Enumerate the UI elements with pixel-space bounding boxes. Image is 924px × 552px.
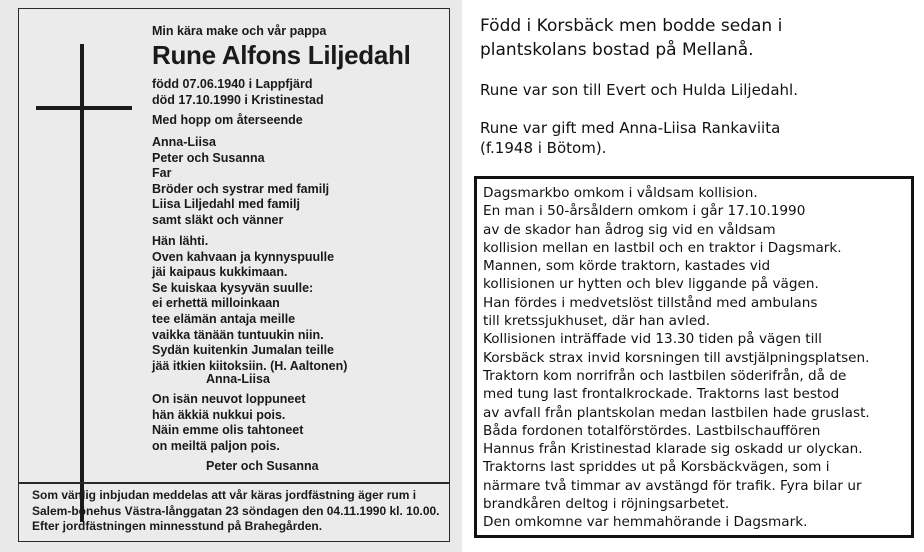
birth-line: född 07.06.1940 i Lappfjärd [152,77,313,91]
article-line: brandkåren deltog i röjningsarbetet. [483,496,730,513]
poem-line: Oven kahvaan ja kynnyspuulle [152,249,335,264]
obituary-intro: Min kära make och vår pappa [152,24,327,38]
article-line: Båda fordonen totalförstördes. Lastbilschauffören [483,422,821,439]
poem-line: hän äkkiä nukkui pois. [152,407,286,422]
article-line: till kretssjukhuset, där han avled. [483,313,711,330]
poem-first [152,234,347,374]
poem-line: Näin emme olis tahtoneet [152,423,304,438]
cross-icon-vertical [80,44,84,522]
poem-line: on meiltä paljon pois. [152,438,280,453]
article-line: Traktorns last spriddes ut på Korsbäckvägen, som i [483,459,830,476]
spouse-note-line: Rune var gift med Anna-Liisa Rankaviita [480,119,781,137]
mourner-line: Liisa Liljedahl med familj [152,197,300,212]
poem-line: ei erhettä milloinkaan [152,296,280,311]
funeral-notice-line: Som vänlig inbjudan meddelas att vår käras jordfästning äger rum i [32,488,417,502]
article-line: En man i 50-årsåldern omkom i går 17.10.1990 [483,203,806,220]
poem-signature-first: Anna-Liisa [206,372,270,386]
article-line: kollision mellan en lastbil och en traktor i Dagsmark. [483,239,842,256]
life-dates [152,76,324,108]
poem-line: Sydän kuitenkin Jumalan teille [152,343,335,358]
origin-note-line: plantskolans bostad på Mellanå. [480,40,754,60]
article-line: Han fördes i medvetslöst tillstånd med ambulans [483,294,818,311]
funeral-notice-line: Salem-bönehus Västra-långgatan 23 söndagen den 04.11.1990 kl. 10.00. [32,503,440,518]
mourner-line: Far [152,166,172,181]
footer-divider [18,482,450,484]
parents-note: Rune var son till Evert och Hulda Liljedahl. [480,81,798,99]
deceased-name: Rune Alfons Liljedahl [152,40,411,70]
article-line: av de skador han ådrog sig vid en våldsam [483,221,776,238]
article-line: av avfall från plantskolan medan lastbilen hade gruslast. [483,404,870,421]
origin-note [480,14,782,62]
article-line: Traktorn kom norrifrån och lastbilen söderifrån, då de [483,367,847,384]
mourner-line: Anna-Liisa [152,135,216,149]
cross-icon-horizontal [36,106,132,110]
article-line: närmare två timmar av avstängd för trafik. Fyra bilar ur [483,477,862,494]
poem-line: tee elämän antaja meille [152,311,296,326]
poem-line: vaikka tänään tuntuukin niin. [152,327,324,342]
poem-signature-second: Peter och Susanna [206,459,319,473]
article-line: Kollisionen inträffade vid 13.30 tiden på vägen till [483,331,822,348]
news-article [474,176,914,538]
poem-line: Hän lähti. [152,234,209,248]
column-divider [462,0,466,552]
mourner-line: samt släkt och vänner [152,212,284,227]
hope-line: Med hopp om återseende [152,113,303,127]
origin-note-line: Född i Korsbäck men bodde sedan i [480,16,783,36]
mourner-line: Bröder och systrar med familj [152,181,330,196]
poem-line: jäi kaipaus kukkimaan. [152,265,288,280]
poem-line: On isän neuvot loppuneet [152,392,306,406]
poem-line: jää itkien kiitoksiin. (H. Aaltonen) [152,358,348,373]
article-line: kollisionen ur hytten och blev liggande på vägen. [483,276,819,293]
poem-second [152,392,305,454]
funeral-notice-line: Efter jordfästningen minnesstund på Brahegården. [32,519,323,533]
article-line: Den omkomne var hemmahörande i Dagsmark. [483,514,808,531]
spouse-note [480,118,780,158]
poem-line: Se kuiskaa kysyvän suulle: [152,280,314,295]
death-line: död 17.10.1990 i Kristinestad [152,93,324,107]
article-headline: Dagsmarkbo omkom i våldsam kollision. [483,185,758,201]
funeral-notice [32,488,440,535]
mourners-list [152,135,329,229]
spouse-note-line: (f.1948 i Bötom). [480,139,607,157]
article-line: Korsbäck strax invid korsningen till avstjälpningsplatsen. [483,349,870,366]
article-line: Mannen, som körde traktorn, kastades vid [483,258,771,275]
article-line: Hannus från Kristinestad klarade sig oskadd ur olyckan. [483,441,863,458]
article-line: med tung last frontalkrockade. Traktorns last bestod [483,386,840,403]
mourner-line: Peter och Susanna [152,150,265,165]
